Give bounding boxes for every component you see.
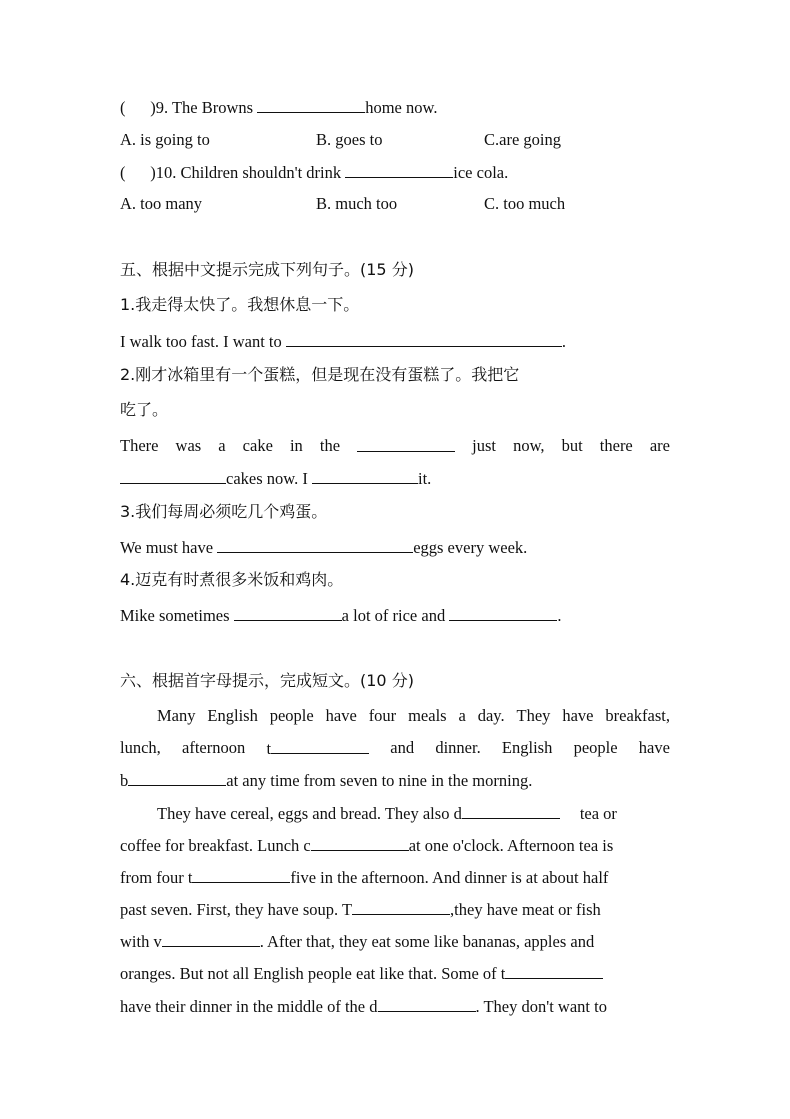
sentence-2-chinese: 2.刚才冰箱里有一个蛋糕，但是现在没有蛋糕了。我把它 bbox=[120, 365, 520, 384]
passage-line bbox=[120, 737, 670, 760]
word: have bbox=[562, 706, 594, 725]
word: just bbox=[472, 436, 497, 455]
word: was bbox=[175, 436, 202, 455]
passage-line bbox=[120, 930, 594, 953]
sentence-2-chinese-cont: 吃了。 bbox=[120, 400, 169, 419]
question-stem: 10. Children shouldn't drink bbox=[155, 163, 346, 182]
answer-blank[interactable] bbox=[378, 995, 476, 1012]
sentence-end: . bbox=[557, 606, 562, 625]
question-stem: 9. The Browns bbox=[155, 98, 258, 117]
passage-text: oranges. But not all English people eat like that. Some of t bbox=[120, 964, 506, 983]
passage-text: coffee for breakfast. Lunch c bbox=[120, 836, 311, 855]
word: Many bbox=[157, 706, 196, 725]
word: have bbox=[638, 738, 670, 757]
passage-text: . After that, they eat some like bananas, apples and bbox=[259, 932, 595, 951]
word: the bbox=[319, 436, 341, 455]
passage-text: . They don't want to bbox=[475, 997, 607, 1016]
sentence-text: We must have bbox=[120, 538, 218, 557]
sentence-text: cakes now. I bbox=[226, 469, 312, 488]
word: four bbox=[368, 706, 397, 725]
answer-blank[interactable] bbox=[345, 161, 453, 178]
passage-text: have their dinner in the middle of the d bbox=[120, 997, 378, 1016]
sentence-2-english-line1 bbox=[120, 435, 670, 457]
sentence-4-chinese: 4.迈克有时煮很多米饭和鸡肉。 bbox=[120, 570, 344, 589]
option-b: B. goes to bbox=[316, 130, 383, 149]
passage-line bbox=[120, 834, 613, 857]
word: but bbox=[561, 436, 583, 455]
hint-letter: t bbox=[266, 739, 272, 758]
word: cake bbox=[242, 436, 273, 455]
passage-text: They have cereal, eggs and bread. They also d bbox=[157, 804, 462, 823]
answer-blank[interactable] bbox=[312, 467, 418, 484]
word: people bbox=[269, 706, 314, 725]
answer-blank[interactable] bbox=[128, 769, 226, 786]
passage-line bbox=[157, 802, 617, 825]
option-c: C. too much bbox=[484, 194, 566, 213]
passage-text: from four t bbox=[120, 868, 193, 887]
sentence-4-english bbox=[120, 604, 561, 627]
passage-line bbox=[120, 962, 603, 985]
word: English bbox=[207, 706, 258, 725]
word: have bbox=[325, 706, 357, 725]
answer-blank[interactable] bbox=[162, 930, 260, 947]
answer-blank[interactable] bbox=[192, 866, 290, 883]
hint-letter: b bbox=[120, 771, 129, 790]
passage-line bbox=[120, 769, 532, 792]
passage-text: with v bbox=[120, 932, 162, 951]
passage-line bbox=[120, 866, 608, 889]
sentence-1-english bbox=[120, 330, 566, 353]
sentence-end: it. bbox=[417, 469, 432, 488]
sentence-3-english bbox=[120, 536, 527, 559]
question-10 bbox=[120, 161, 508, 184]
question-stem-end: ice cola. bbox=[453, 163, 509, 182]
answer-blank[interactable] bbox=[120, 467, 226, 484]
word: afternoon bbox=[182, 738, 246, 757]
section-5-title: 五、根据中文提示完成下列句子。(15 分) bbox=[120, 260, 414, 279]
word: in bbox=[289, 436, 303, 455]
word: They bbox=[516, 706, 551, 725]
passage-text: five in the afternoon. And dinner is at about half bbox=[290, 868, 609, 887]
option-b: B. much too bbox=[316, 194, 398, 213]
answer-blank[interactable] bbox=[234, 604, 342, 621]
sentence-end: . bbox=[561, 332, 567, 351]
answer-paren: ( ) bbox=[120, 98, 156, 117]
word: breakfast, bbox=[605, 706, 670, 725]
word: meals bbox=[408, 706, 447, 725]
word: lunch, bbox=[120, 738, 161, 757]
answer-blank[interactable] bbox=[462, 802, 560, 819]
passage-text: at one o'clock. Afternoon tea is bbox=[408, 836, 614, 855]
answer-blank[interactable] bbox=[505, 962, 603, 979]
sentence-text: a lot of rice and bbox=[341, 606, 450, 625]
answer-blank[interactable] bbox=[257, 96, 365, 113]
passage-line bbox=[120, 898, 601, 921]
sentence-2-english-line2 bbox=[120, 467, 431, 490]
answer-blank[interactable] bbox=[311, 834, 409, 851]
word: there bbox=[599, 436, 633, 455]
answer-blank[interactable] bbox=[286, 330, 562, 347]
sentence-text: I walk too fast. I want to bbox=[120, 332, 286, 351]
answer-paren: ( ) bbox=[120, 163, 156, 182]
word: people bbox=[573, 738, 618, 757]
passage-text: tea or bbox=[579, 804, 617, 823]
sentence-end: eggs every week. bbox=[413, 538, 528, 557]
hint-blank bbox=[266, 737, 369, 760]
answer-blank[interactable] bbox=[271, 737, 369, 754]
word: now, bbox=[513, 436, 545, 455]
sentence-1-chinese: 1.我走得太快了。我想休息一下。 bbox=[120, 295, 360, 314]
option-c: C.are going bbox=[484, 130, 561, 149]
passage-text: ,they have meat or fish bbox=[450, 900, 601, 919]
sentence-3-chinese: 3.我们每周必须吃几个鸡蛋。 bbox=[120, 502, 328, 521]
answer-blank[interactable] bbox=[449, 604, 557, 621]
passage-line bbox=[157, 705, 670, 727]
word: day. bbox=[477, 706, 505, 725]
word: dinner. bbox=[435, 738, 481, 757]
word: are bbox=[649, 436, 670, 455]
section-6-title: 六、根据首字母提示，完成短文。(10 分) bbox=[120, 671, 414, 690]
word: There bbox=[120, 436, 159, 455]
word: a bbox=[458, 706, 466, 725]
word: a bbox=[218, 436, 226, 455]
sentence-text: Mike sometimes bbox=[120, 606, 234, 625]
answer-blank[interactable] bbox=[352, 898, 450, 915]
passage-line bbox=[120, 995, 607, 1018]
answer-blank[interactable] bbox=[357, 435, 455, 452]
passage-text: past seven. First, they have soup. T bbox=[120, 900, 353, 919]
passage-text: at any time from seven to nine in the morning. bbox=[226, 771, 533, 790]
question-9 bbox=[120, 96, 437, 119]
question-stem-end: home now. bbox=[365, 98, 438, 117]
word: and bbox=[390, 738, 415, 757]
word: English bbox=[501, 738, 553, 757]
option-a: A. is going to bbox=[120, 130, 210, 149]
answer-blank[interactable] bbox=[217, 536, 413, 553]
option-a: A. too many bbox=[120, 194, 203, 213]
